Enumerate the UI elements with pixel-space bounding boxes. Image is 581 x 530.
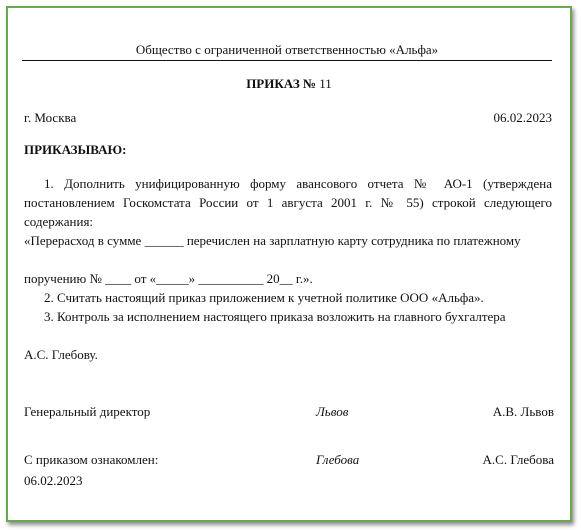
acknowledged-date: 06.02.2023 [24, 473, 83, 488]
item-1: 1. Дополнить унифицированную форму авансового отчета № АО-1 (утверждена постановлением Госкомстата России от 1 августа 2001 г. № 55) строкой следующего содержания: [24, 176, 552, 229]
item-1-quote-line-1: «Перерасход в сумме ______ перечислен на зарплатную карту сотрудника по платежному [24, 233, 521, 248]
acknowledged-label: С приказом ознакомлен: [24, 452, 159, 467]
acknowledged-name: А.С. Глебова [482, 452, 554, 467]
item-2: 2. Считать настоящий приказ приложением к учетной политике ООО «Альфа». [44, 290, 484, 305]
acknowledged-signature: Глебова [316, 452, 360, 467]
order-title-label: ПРИКАЗ № [246, 76, 317, 91]
organization-name: Общество с ограниченной ответственностью «Альфа» [22, 40, 552, 61]
director-name: А.В. Львов [492, 404, 554, 419]
order-document [8, 8, 570, 520]
item-1-quote-line-2: поручению № ____ от «_____» __________ 20__ г.». [24, 271, 313, 286]
order-number: 11 [319, 76, 332, 91]
order-title [8, 74, 570, 93]
document-frame [6, 6, 572, 522]
item-3: 3. Контроль за исполнением настоящего приказа возложить на главного бухгалтера [44, 309, 506, 324]
city: г. Москва [24, 110, 77, 125]
director-label: Генеральный директор [24, 404, 151, 419]
order-keyword: ПРИКАЗЫВАЮ: [24, 142, 127, 157]
item-3-name: А.С. Глебову. [24, 347, 98, 362]
city-date-row [24, 108, 552, 127]
director-signature: Львов [316, 404, 349, 419]
order-date: 06.02.2023 [493, 110, 552, 125]
